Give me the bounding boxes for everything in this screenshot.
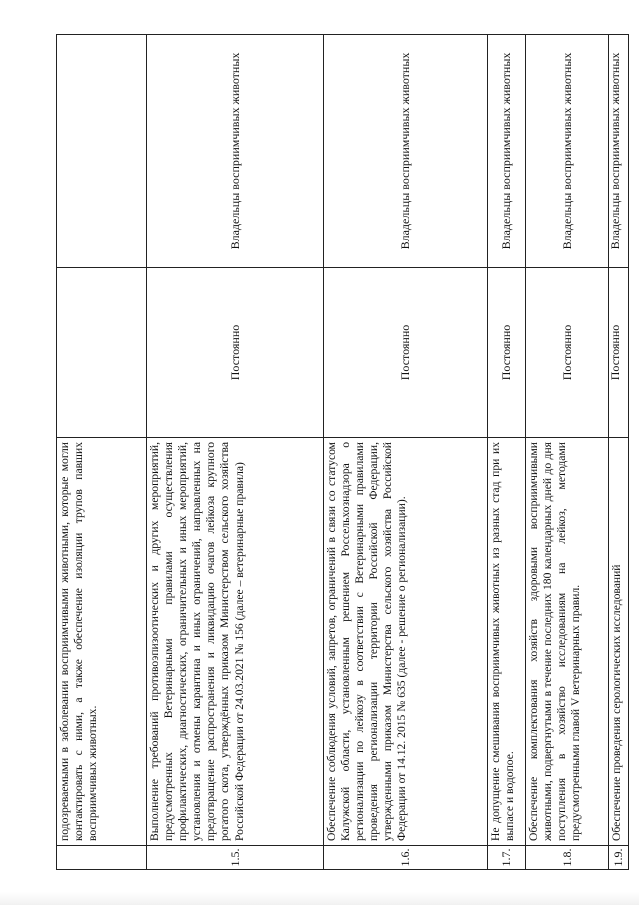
table-row bbox=[488, 35, 526, 870]
measure-text: Выполнение требований противоэпизоотических и других мероприятий, предусмотренных Ветеринарными правилами осуществления профилактических, диагностических, ограничительных и иных мероприятий, установления и отмены карантина и иных ограничений, направленных на предотвращение распространения и ликвидацию очагов лейкоза крупного рогатого скота, утверждённых приказом Министерством сельского хозяйства Российской Федерации от 24.03.2021 № 156 (далее – ветеринарные правила) bbox=[147, 438, 324, 846]
term-cell: Постоянно bbox=[324, 268, 488, 438]
measure-text: Обеспечение комплектования хозяйств здоровыми восприимчивыми животными, подвергнутыми в течение последних 180 календарных дней до дня поступления в хозяйство исследованиям на лейкоз, методами предусмотренными главой V ветеринарных правил. bbox=[526, 438, 609, 846]
term-cell: Постоянно bbox=[488, 268, 526, 438]
measures-table bbox=[56, 34, 629, 870]
row-number bbox=[57, 846, 147, 870]
rotated-document-page bbox=[56, 35, 625, 870]
table-row bbox=[609, 35, 629, 870]
term-cell: Постоянно bbox=[526, 268, 609, 438]
row-number: 1.9. bbox=[609, 846, 629, 870]
row-number: 1.6. bbox=[324, 846, 488, 870]
term-cell: Постоянно bbox=[147, 268, 324, 438]
term-cell: Постоянно bbox=[609, 268, 629, 438]
row-number: 1.8. bbox=[526, 846, 609, 870]
row-number: 1.7. bbox=[488, 846, 526, 870]
measure-text: подозреваемыми в заболевании восприимчивыми животными, которые могли контактировать с ними, а также обеспечение изоляции трупов павших восприимчивых животных. bbox=[57, 438, 147, 846]
responsible-cell bbox=[57, 35, 147, 268]
measure-text: Не допущение смешивания восприимчивых животных из разных стад при их выпасе и водопое. bbox=[488, 438, 526, 846]
responsible-cell: Владельцы восприимчивых животных bbox=[324, 35, 488, 268]
table-row bbox=[526, 35, 609, 870]
table-row bbox=[147, 35, 324, 870]
measure-text: Обеспечение соблюдения условий, запретов, ограничений в связи со статусом Калужской области, установленным решением Россельхознадзора о регионализации по лейкозу в соответствии с Ветеринарными правилами проведения регионализации территории Российской Федерации, утвержденными приказом Министерства сельского хозяйства Российской Федерации от 14.12. 2015 № 635 (далее - решение о регионализации). bbox=[324, 438, 488, 846]
responsible-cell: Владельцы восприимчивых животных bbox=[609, 35, 629, 268]
table-row bbox=[324, 35, 488, 870]
row-number: 1.5. bbox=[147, 846, 324, 870]
table-row bbox=[57, 35, 147, 870]
measure-text: Обеспечение проведения серологических исследований bbox=[609, 438, 629, 846]
responsible-cell: Владельцы восприимчивых животных bbox=[526, 35, 609, 268]
responsible-cell: Владельцы восприимчивых животных bbox=[147, 35, 324, 268]
responsible-cell: Владельцы восприимчивых животных bbox=[488, 35, 526, 268]
term-cell bbox=[57, 268, 147, 438]
scan-bottom-edge bbox=[0, 892, 639, 905]
